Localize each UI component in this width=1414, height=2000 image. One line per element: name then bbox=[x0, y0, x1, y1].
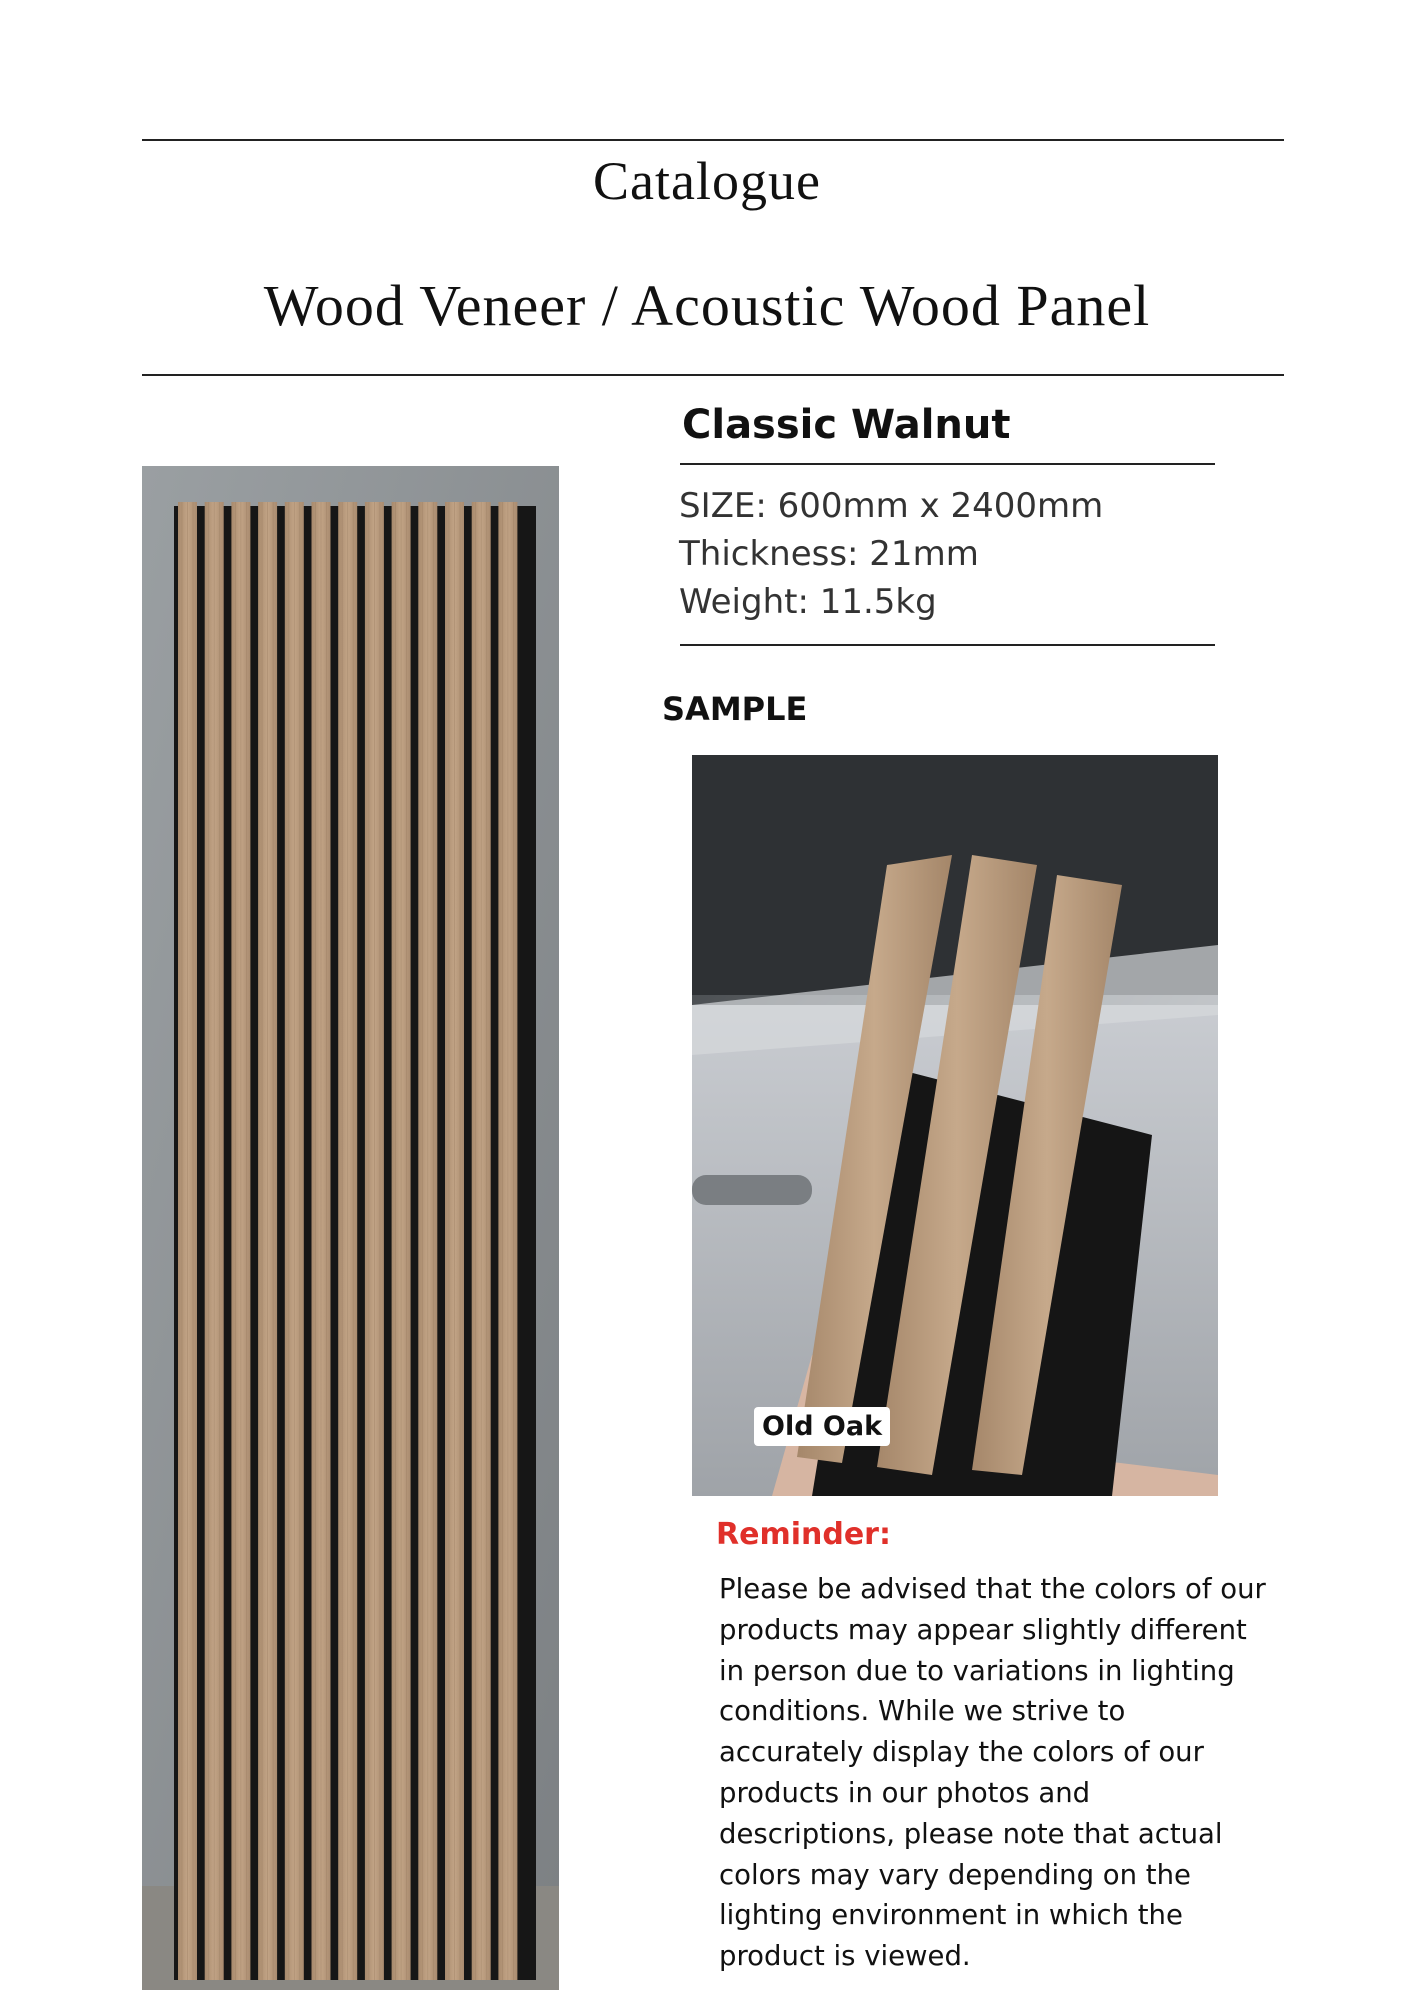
reminder-line: in person due to variations in lighting bbox=[719, 1654, 1235, 1687]
header-bottom-rule bbox=[142, 374, 1284, 376]
reminder-body bbox=[719, 1569, 1319, 1977]
reminder-line: products may appear slightly different bbox=[719, 1613, 1247, 1646]
sample-label: SAMPLE bbox=[662, 690, 808, 728]
product-name-rule bbox=[680, 463, 1215, 465]
panel-photo bbox=[142, 466, 559, 1990]
reminder-line: product is viewed. bbox=[719, 1940, 971, 1973]
spec-size: SIZE: 600mm x 2400mm bbox=[679, 486, 1104, 526]
reminder-line: descriptions, please note that actual bbox=[719, 1817, 1223, 1850]
header-top-rule bbox=[142, 139, 1284, 141]
reminder-line: lighting environment in which the bbox=[719, 1899, 1183, 1932]
sample-photo bbox=[692, 755, 1218, 1496]
reminder-line: conditions. While we strive to bbox=[719, 1695, 1126, 1728]
specs-bottom-rule bbox=[680, 644, 1215, 646]
spec-thickness: Thickness: 21mm bbox=[679, 534, 979, 574]
reminder-title: Reminder: bbox=[716, 1517, 891, 1552]
reminder-line: colors may vary depending on the bbox=[719, 1858, 1191, 1891]
spec-weight: Weight: 11.5kg bbox=[679, 582, 937, 622]
catalogue-label: Catalogue bbox=[593, 151, 821, 211]
reminder-line: accurately display the colors of our bbox=[719, 1736, 1204, 1769]
page-title: Wood Veneer / Acoustic Wood Panel bbox=[263, 273, 1151, 338]
reminder-line: Please be advised that the colors of our bbox=[719, 1573, 1266, 1605]
sample-name-badge: Old Oak bbox=[754, 1407, 890, 1446]
product-name: Classic Walnut bbox=[682, 402, 1011, 448]
reminder-line: products in our photos and bbox=[719, 1776, 1091, 1809]
